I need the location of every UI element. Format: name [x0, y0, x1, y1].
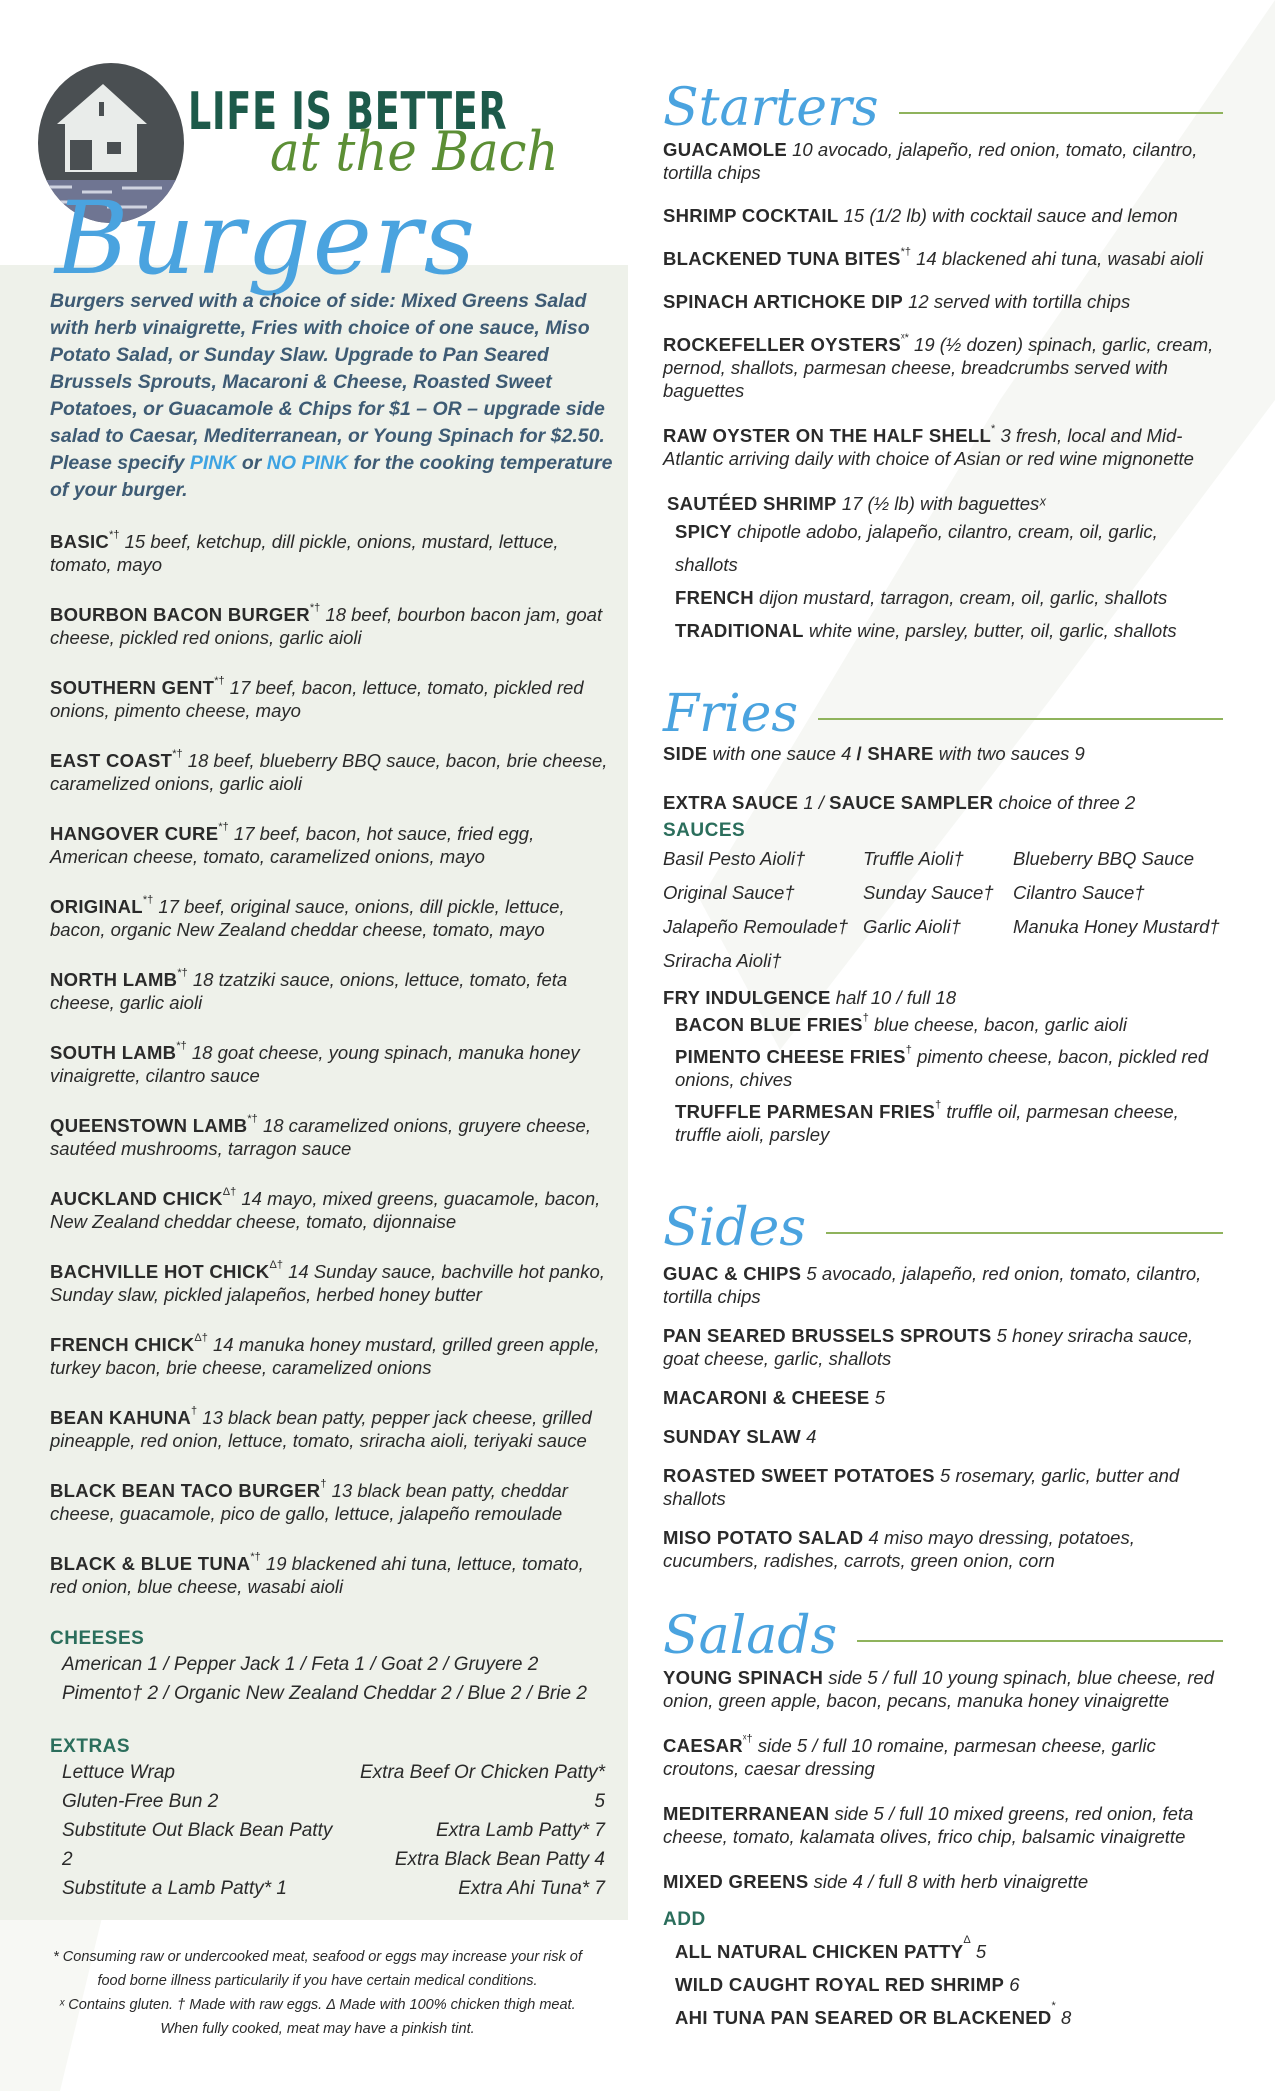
price: 1 / [798, 792, 830, 813]
menu-item [50, 676, 610, 749]
item-name: NORTH LAMB [50, 969, 178, 990]
item-name: BLACK BEAN TACO BURGER [50, 1480, 321, 1501]
extras-title: EXTRAS [50, 1736, 131, 1757]
extra-item: Extra Beef Or Chicken Patty* 5 [360, 1762, 605, 1812]
item-name: ROASTED SWEET POTATOES [663, 1465, 935, 1486]
item-desc: 13 black bean patty, pepper jack cheese, grilled pineapple, red onion, lettuce, tomato, sriracha aioli, teriyaki sauce [50, 1407, 592, 1451]
item-name: TRADITIONAL [675, 620, 804, 641]
menu-item [663, 1802, 1223, 1848]
price: with two sauces 9 [933, 743, 1085, 764]
item-marks: *† [214, 675, 225, 687]
extra-item: Gluten-Free Bun 2 [62, 1791, 219, 1812]
item-desc: 5 [874, 1387, 885, 1408]
item-name: TRUFFLE PARMESAN FRIES [675, 1101, 936, 1122]
item-name: BASIC [50, 531, 110, 552]
price: choice of three 2 [993, 792, 1136, 813]
item-marks: † [905, 1044, 912, 1056]
item-desc: 17 beef, bacon, hot sauce, fried egg, American cheese, tomato, caramelized onions, mayo [50, 823, 535, 867]
divider [826, 1232, 1223, 1234]
item-desc: 17 beef, original sauce, onions, dill pickle, lettuce, bacon, organic New Zealand cheddar cheese, tomato, mayo [50, 896, 565, 940]
item-name: BLACK & BLUE TUNA [50, 1553, 251, 1574]
cheese-line: American 1 / Pepper Jack 1 / Feta 1 / Goat 2 / Gruyere 2 [62, 1654, 539, 1675]
item-desc: 18 caramelized onions, gruyere cheese, sautéed mushrooms, tarragon sauce [50, 1115, 591, 1159]
menu-item [663, 290, 1223, 313]
extras-section [50, 1736, 605, 1903]
fries-side-share [663, 742, 1223, 765]
label: / SHARE [856, 743, 934, 764]
item-name: ALL NATURAL CHICKEN PATTY [675, 1941, 964, 1962]
item-name: SPICY [675, 521, 733, 542]
menu-item [50, 895, 610, 968]
item-desc: 18 beef, bourbon bacon jam, goat cheese, pickled red onions, garlic aioli [50, 604, 603, 648]
item-name: PAN SEARED BRUSSELS SPROUTS [663, 1325, 992, 1346]
item-desc: 15 (1/2 lb) with cocktail sauce and lemon [843, 205, 1178, 226]
item-desc: 8 [1060, 2007, 1072, 2028]
menu-item [50, 1114, 610, 1187]
item-desc: side 5 / full 10 romaine, parmesan cheese, garlic croutons, caesar dressing [663, 1735, 1156, 1779]
item-name: HANGOVER CURE [50, 823, 219, 844]
menu-item [663, 1734, 1223, 1780]
burgers-heading: Burgers [55, 180, 478, 297]
item-desc: 5 rosemary, garlic, butter and shallots [663, 1465, 1180, 1509]
item-name: BACHVILLE HOT CHICK [50, 1261, 270, 1282]
menu-item [663, 1100, 1223, 1146]
item-name: MACARONI & CHEESE [663, 1387, 870, 1408]
extra-item: Extra Black Bean Patty 4 [394, 1849, 605, 1870]
intro-text: for the cooking temperature of your burger. [50, 452, 613, 501]
item-desc: pimento cheese, bacon, pickled red onions, chives [675, 1046, 1209, 1090]
add-title: ADD [663, 1909, 706, 1930]
label: EXTRA SAUCE [663, 792, 799, 813]
item-marks: ˣ† [742, 1733, 753, 1745]
menu-item [50, 530, 610, 603]
extra-item: Extra Ahi Tuna* 7 [458, 1878, 605, 1899]
cheeses-section [50, 1628, 620, 1708]
extra-item: Extra Lamb Patty* 7 [436, 1820, 605, 1841]
sauce-item: Sunday Sauce† [863, 882, 994, 903]
menu-item [663, 1526, 1223, 1572]
item-desc: 12 served with tortilla chips [908, 291, 1131, 312]
item-marks: * [1051, 2000, 1056, 2012]
fries-extra-sauce [663, 791, 1223, 814]
label: SAUCE SAMPLER [829, 792, 994, 813]
menu-item [663, 424, 1223, 470]
menu-item [663, 138, 1223, 184]
item-name: QUEENSTOWN LAMB [50, 1115, 248, 1136]
item-name: SOUTH LAMB [50, 1042, 177, 1063]
item-name: FRY INDULGENCE [663, 987, 831, 1008]
sides-section [663, 1200, 1223, 1588]
menu-item [663, 2001, 1223, 2034]
item-marks: *† [176, 1040, 187, 1052]
fry-indulgence [663, 986, 1223, 1009]
menu-item [663, 1386, 1223, 1409]
menu-item [50, 1187, 610, 1260]
item-name: BOURBON BACON BURGER [50, 604, 310, 625]
sauce-item: Garlic Aioli† [863, 916, 962, 937]
item-marks: *† [172, 748, 183, 760]
menu-item [663, 581, 1223, 614]
menu-item [663, 515, 1223, 581]
item-name: AHI TUNA PAN SEARED OR BLACKENED [675, 2007, 1052, 2028]
brand-script: at the Bach [270, 120, 559, 183]
item-name: FRENCH CHICK [50, 1334, 195, 1355]
salads-section [663, 1608, 1223, 2034]
salads-heading: Salads [663, 1606, 838, 1666]
sauce-item: Cilantro Sauce† [1013, 882, 1145, 903]
item-name: GUAC & CHIPS [663, 1263, 802, 1284]
menu-item [663, 247, 1223, 270]
item-name: RAW OYSTER ON THE HALF SHELL [663, 425, 992, 446]
menu-item [50, 749, 610, 822]
menu-item [50, 1479, 610, 1552]
menu-item [663, 1464, 1223, 1510]
sauce-item: Original Sauce† [663, 882, 795, 903]
item-marks: Δ† [194, 1332, 208, 1344]
price: with one sauce 4 [707, 743, 857, 764]
item-desc: side 5 / full 10 young spinach, blue cheese, red onion, green apple, bacon, pecans, manuka honey vinaigrette [663, 1667, 1214, 1711]
menu-item [663, 1324, 1223, 1370]
burger-list [50, 530, 610, 1625]
item-marks: *† [177, 967, 188, 979]
item-marks: *† [250, 1551, 261, 1563]
extras-left [62, 1758, 346, 1903]
starters-heading: Starters [663, 78, 879, 138]
menu-item [50, 603, 610, 676]
extra-item: Substitute Out Black Bean Patty 2 [62, 1820, 333, 1870]
item-desc: side 5 / full 10 mixed greens, red onion, feta cheese, tomato, kalamata olives, frico chip, balsamic vinaigrette [663, 1803, 1194, 1847]
item-desc: 3 fresh, local and Mid-Atlantic arriving daily with choice of Asian or red wine mignonette [663, 425, 1194, 469]
item-desc: 14 manuka honey mustard, grilled green apple, turkey bacon, brie cheese, caramelized onions [50, 1334, 600, 1378]
menu-item [50, 1552, 610, 1625]
item-marks: *† [900, 246, 911, 258]
item-desc: 4 [806, 1426, 817, 1447]
item-desc: 14 Sunday sauce, bachville hot panko, Sunday slaw, pickled jalapeños, herbed honey butter [50, 1261, 605, 1305]
menu-item [663, 204, 1223, 227]
menu-item [50, 1333, 610, 1406]
item-marks: † [320, 1478, 327, 1490]
item-desc: 18 tzatziki sauce, onions, lettuce, tomato, feta cheese, garlic aioli [50, 969, 568, 1013]
item-marks: *† [309, 602, 321, 614]
intro-text: Burgers served with a choice of side: Mixed Greens Salad with herb vinaigrette, Fries with choice of one sauce, Miso Potato Salad, or Sunday Slaw. Upgrade to Pan Seared Brussels Sprouts, Macaroni & Cheese, Roasted Sweet Potatoes, or Guacamole & Chips for $1 – OR – upgrade side salad to Caesar, Mediterranean, or Young Spinach for $2.50. Please specify [50, 290, 605, 474]
item-marks: * [991, 423, 996, 435]
item-marks: Δ† [269, 1259, 283, 1271]
menu-item [663, 492, 1223, 515]
item-name: CAESAR [663, 1735, 743, 1756]
footnote-legend: ˣ Contains gluten. † Made with raw eggs. Δ Made with 100% chicken thigh meat. When fully cooked, meat may have a pinkish tint. [59, 1997, 576, 2037]
extra-item: Substitute a Lamb Patty* 1 [62, 1878, 287, 1899]
item-desc: 17 beef, bacon, lettuce, tomato, pickled red onions, pimento cheese, mayo [50, 677, 584, 721]
menu-item [663, 333, 1223, 402]
item-desc: chipotle adobo, jalapeño, cilantro, cream, oil, garlic, shallots [675, 521, 1158, 575]
item-marks: † [191, 1405, 198, 1417]
item-name: SHRIMP COCKTAIL [663, 205, 839, 226]
item-desc: 19 (½ dozen) spinach, garlic, cream, pernod, shallots, parmesan cheese, breadcrumbs served with baguettes [663, 334, 1214, 401]
item-marks: *† [218, 821, 229, 833]
menu-item [663, 1425, 1223, 1448]
intro-text: or [236, 452, 267, 474]
sauce-item: Manuka Honey Mustard† [1013, 916, 1220, 937]
item-desc: truffle oil, parmesan cheese, truffle aioli, parsley [675, 1101, 1179, 1145]
sauce-item: Truffle Aioli† [863, 848, 964, 869]
item-name: BEAN KAHUNA [50, 1407, 192, 1428]
menu-item [663, 614, 1223, 647]
item-name: MIXED GREENS [663, 1871, 809, 1892]
item-name: ORIGINAL [50, 896, 143, 917]
menu-item [50, 968, 610, 1041]
extra-item: Lettuce Wrap [62, 1762, 175, 1783]
item-desc: 5 avocado, jalapeño, red onion, tomato, cilantro, tortilla chips [663, 1263, 1202, 1307]
item-marks: *† [142, 894, 154, 906]
sides-heading: Sides [663, 1198, 806, 1258]
item-desc: 14 blackened ahi tuna, wasabi aioli [916, 248, 1204, 269]
item-marks: *† [109, 529, 120, 541]
burgers-intro [50, 288, 620, 504]
item-name: SAUTÉED SHRIMP [667, 493, 837, 514]
footnote-raw: * Consuming raw or undercooked meat, seafood or eggs may increase your risk of food borne illness particularily if you have certain medical conditions. [53, 1949, 582, 1989]
menu-item [50, 822, 610, 895]
item-desc: 19 blackened ahi tuna, lettuce, tomato, red onion, blue cheese, wasabi aioli [50, 1553, 584, 1597]
item-desc: 6 [1009, 1974, 1020, 1995]
sauce-item: Blueberry BBQ Sauce [1013, 848, 1194, 869]
menu-item [50, 1041, 610, 1114]
item-desc: white wine, parsley, butter, oil, garlic, shallots [808, 620, 1177, 641]
item-name: ROCKEFELLER OYSTERS [663, 334, 901, 355]
menu-item [663, 1935, 1223, 1968]
item-name: EAST COAST [50, 750, 173, 771]
cheese-line: Pimento† 2 / Organic New Zealand Cheddar 2 / Blue 2 / Brie 2 [62, 1683, 587, 1704]
pink-option: PINK [189, 452, 237, 474]
fries-section [663, 686, 1223, 1155]
item-desc: 5 honey sriracha sauce, goat cheese, garlic, shallots [663, 1325, 1194, 1369]
cheeses-title: CHEESES [50, 1628, 145, 1649]
fries-heading: Fries [663, 684, 799, 744]
menu-item [663, 1262, 1223, 1308]
brand-tagline: LIFE IS BETTER [188, 82, 508, 142]
sauce-item: Sriracha Aioli† [663, 950, 782, 971]
item-desc: blue cheese, bacon, garlic aioli [874, 1014, 1128, 1035]
item-marks: ˣ* [901, 332, 909, 344]
menu-item [663, 1013, 1223, 1036]
divider [857, 1640, 1223, 1642]
item-name: WILD CAUGHT ROYAL RED SHRIMP [675, 1974, 1005, 1995]
item-desc: 17 (½ lb) with baguettesˣ [841, 493, 1046, 514]
label: SIDE [663, 743, 708, 764]
item-name: YOUNG SPINACH [663, 1667, 824, 1688]
item-marks: Δ [963, 1934, 971, 1946]
sauce-item: Basil Pesto Aioli† [663, 848, 806, 869]
item-name: GUACAMOLE [663, 139, 787, 160]
divider [899, 112, 1223, 114]
item-desc: 18 beef, blueberry BBQ sauce, bacon, brie cheese, caramelized onions, garlic aioli [50, 750, 608, 794]
item-name: SUNDAY SLAW [663, 1426, 801, 1447]
divider [818, 718, 1223, 720]
item-desc: 14 mayo, mixed greens, guacamole, bacon, New Zealand cheddar cheese, tomato, dijonnaise [50, 1188, 601, 1232]
menu-item [663, 1666, 1223, 1712]
sauce-list [663, 842, 1223, 978]
menu-item [663, 1045, 1223, 1091]
footnotes [40, 1945, 595, 2041]
menu-item [50, 1260, 610, 1333]
item-desc: 10 avocado, jalapeño, red onion, tomato, cilantro, tortilla chips [663, 139, 1198, 183]
item-desc: side 4 / full 8 with herb vinaigrette [813, 1871, 1089, 1892]
item-desc: dijon mustard, tarragon, cream, oil, garlic, shallots [759, 587, 1168, 608]
item-name: FRENCH [675, 587, 754, 608]
item-marks: † [862, 1012, 869, 1024]
item-marks: Δ† [222, 1186, 237, 1198]
item-desc: 13 black bean patty, cheddar cheese, guacamole, pico de gallo, lettuce, jalapeño remoulade [50, 1480, 568, 1524]
item-name: PIMENTO CHEESE FRIES [675, 1046, 906, 1067]
extras-right [346, 1758, 605, 1903]
item-desc: 5 [975, 1941, 987, 1962]
item-desc: half 10 / full 18 [835, 987, 957, 1008]
item-desc: 18 goat cheese, young spinach, manuka honey vinaigrette, cilantro sauce [50, 1042, 580, 1086]
sauce-item: Jalapeño Remoulade† [663, 916, 849, 937]
item-name: SPINACH ARTICHOKE DIP [663, 291, 903, 312]
item-desc: 15 beef, ketchup, dill pickle, onions, mustard, lettuce, tomato, mayo [50, 531, 559, 575]
item-name: MEDITERRANEAN [663, 1803, 830, 1824]
sauces-title: SAUCES [663, 820, 746, 841]
menu-item [50, 1406, 610, 1479]
item-name: SOUTHERN GENT [50, 677, 215, 698]
item-name: BACON BLUE FRIES [675, 1014, 863, 1035]
item-name: MISO POTATO SALAD [663, 1527, 864, 1548]
pink-option: NO PINK [266, 452, 349, 474]
item-name: BLACKENED TUNA BITES [663, 248, 901, 269]
item-desc: 4 miso mayo dressing, potatoes, cucumbers, radishes, carrots, green onion, corn [663, 1527, 1135, 1571]
item-marks: *† [247, 1113, 258, 1125]
item-marks: † [935, 1099, 942, 1111]
menu-item [663, 1870, 1223, 1893]
starters-section [663, 80, 1223, 647]
menu-item [663, 1968, 1223, 2001]
item-name: AUCKLAND CHICK [50, 1188, 223, 1209]
